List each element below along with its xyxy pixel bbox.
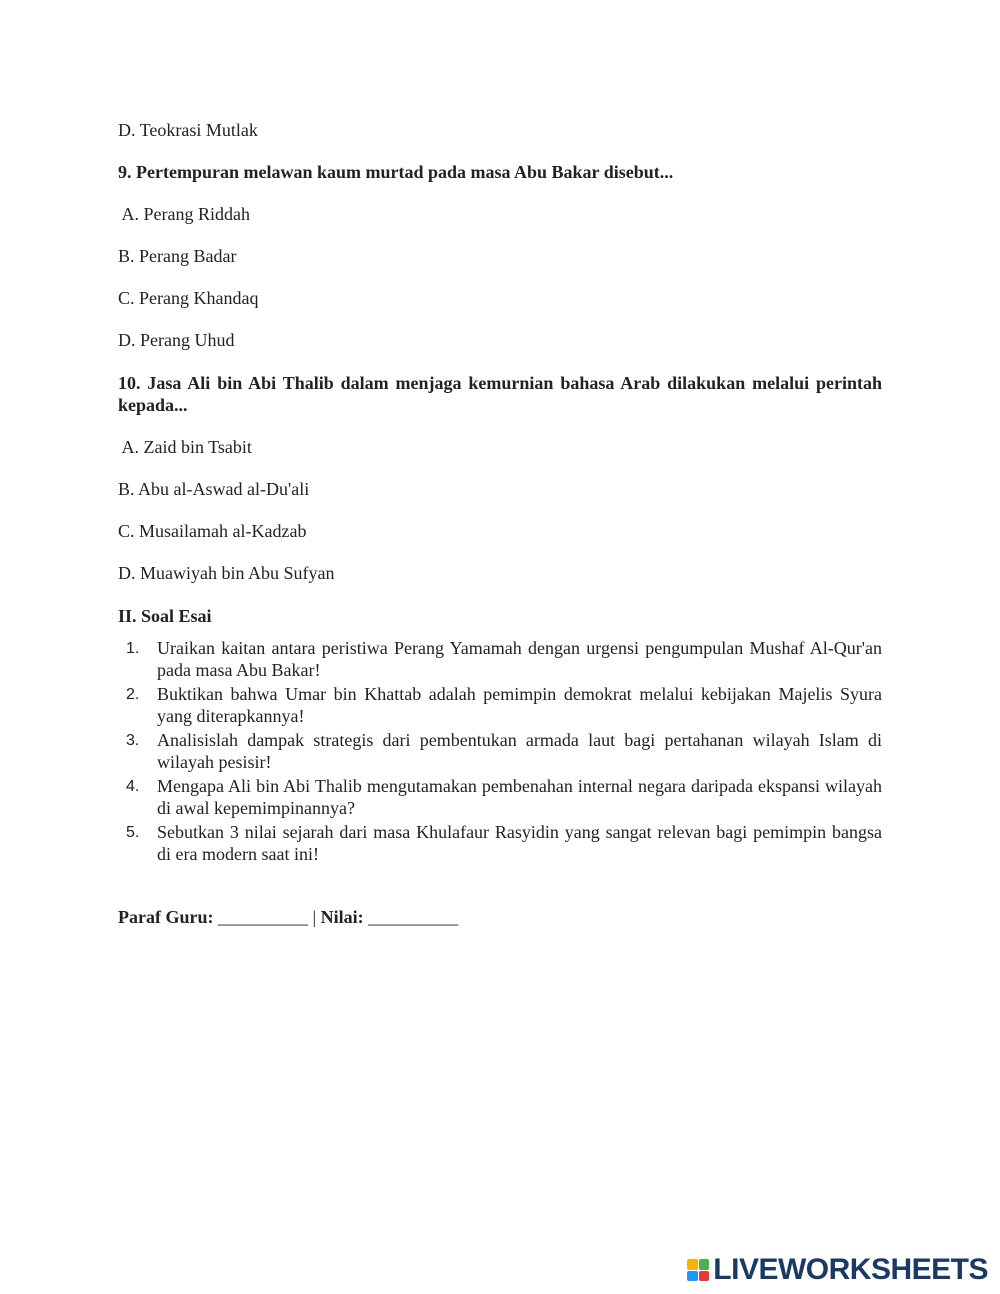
q10-option-c: C. Musailamah al-Kadzab	[118, 521, 307, 541]
paraf-label: Paraf Guru:	[118, 907, 214, 927]
esai-number: 2.	[126, 686, 140, 703]
q9-option-b: B. Perang Badar	[118, 246, 237, 266]
q9-option-a: A. Perang Riddah	[118, 204, 250, 224]
question-9: 9. Pertempuran melawan kaum murtad pada masa Abu Bakar disebut...	[118, 162, 674, 182]
option-prev-d: D. Teokrasi Mutlak	[118, 120, 258, 140]
esai-item	[118, 775, 882, 819]
esai-text: Mengapa Ali bin Abi Thalib mengutamakan pembenahan internal negara daripada ekspansi wilayah di awal kepemimpinannya?	[157, 776, 882, 818]
brand-name: LIVEWORKSHEETS	[713, 1253, 988, 1286]
esai-heading: II. Soal Esai	[118, 606, 212, 626]
q10-option-a: A. Zaid bin Tsabit	[118, 437, 252, 457]
esai-list	[118, 637, 882, 867]
nilai-blank[interactable]: __________	[363, 907, 459, 927]
liveworksheets-brand	[687, 1253, 988, 1287]
esai-number: 3.	[126, 732, 140, 749]
esai-text: Uraikan kaitan antara peristiwa Perang Yamamah dengan urgensi pengumpulan Mushaf Al-Qur'an pada masa Abu Bakar!	[157, 638, 882, 680]
esai-text: Sebutkan 3 nilai sejarah dari masa Khulafaur Rasyidin yang sangat relevan bagi pemimpin bangsa di era modern saat ini!	[157, 822, 882, 864]
esai-number: 4.	[126, 778, 140, 795]
esai-text: Analisislah dampak strategis dari pembentukan armada laut bagi pertahanan wilayah Islam di wilayah pesisir!	[157, 730, 882, 772]
q10-option-b: B. Abu al-Aswad al-Du'ali	[118, 479, 310, 499]
q9-option-d: D. Perang Uhud	[118, 330, 235, 350]
nilai-label: Nilai:	[316, 907, 364, 927]
esai-item	[118, 729, 882, 773]
paraf-blank[interactable]: __________	[213, 907, 313, 927]
separator: |	[312, 907, 317, 927]
esai-number: 1.	[126, 640, 140, 657]
q10-option-d: D. Muawiyah bin Abu Sufyan	[118, 563, 335, 583]
liveworksheets-logo-icon	[687, 1259, 709, 1281]
esai-text: Buktikan bahwa Umar bin Khattab adalah pemimpin demokrat melalui kebijakan Majelis Syura yang diterapkannya!	[157, 684, 882, 726]
esai-item	[118, 821, 882, 865]
esai-number: 5.	[126, 824, 140, 841]
esai-item	[118, 637, 882, 681]
grading-line	[118, 906, 458, 928]
q9-option-c: C. Perang Khandaq	[118, 288, 259, 308]
esai-item	[118, 683, 882, 727]
question-10: 10. Jasa Ali bin Abi Thalib dalam menjaga kemurnian bahasa Arab dilakukan melalui perintah kepada...	[118, 373, 882, 415]
